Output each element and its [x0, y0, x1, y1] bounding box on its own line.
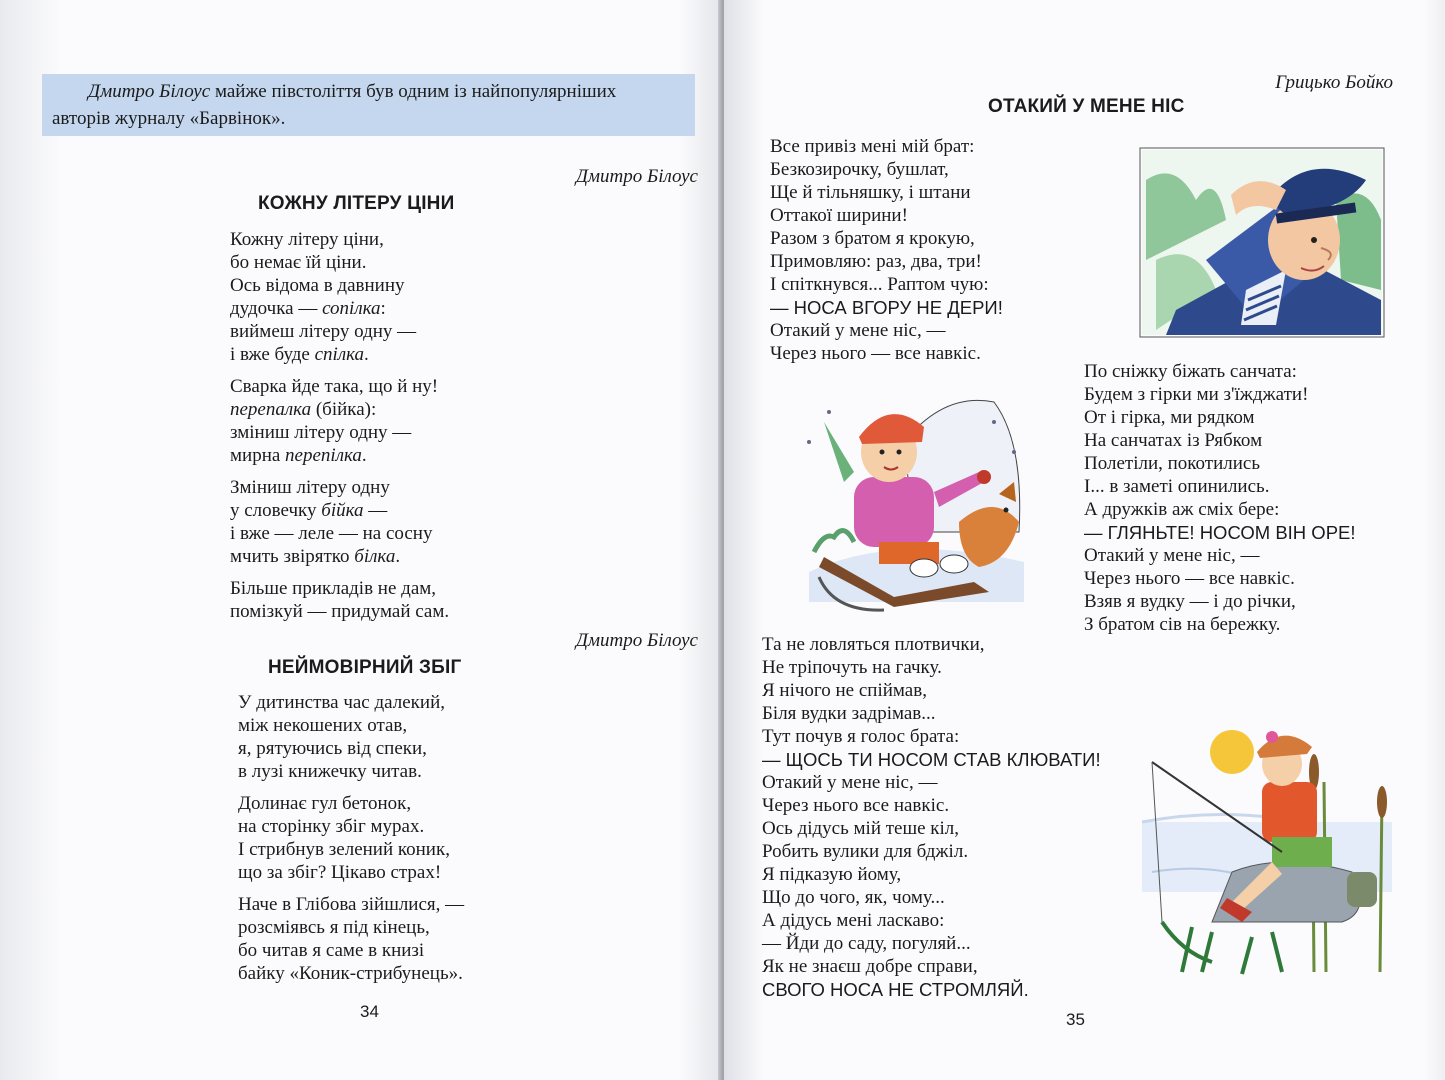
intro-author-name: Дмитро Білоус	[88, 81, 211, 102]
verse-line	[230, 499, 449, 522]
verse-line	[230, 398, 449, 421]
verse-line: І... в заметі опинились.	[1084, 476, 1270, 497]
verse-caps-line: — ГЛЯНЬТЕ! НОСОМ ВІН ОРЕ!	[1084, 522, 1356, 543]
right-page	[724, 0, 1445, 1080]
verse-text: —	[363, 500, 388, 521]
poem2-verse	[238, 691, 464, 994]
verse-text: .	[364, 344, 369, 365]
verse-line: По сніжку біжать санчата:	[1084, 361, 1297, 382]
verse-line: А дружків аж сміх бере:	[1084, 499, 1280, 520]
verse-line: Все привіз мені мій брат:	[770, 136, 975, 157]
verse-line: Сварка йде така, що й ну!	[230, 376, 439, 397]
verse-caps-line: — НОСА ВГОРУ НЕ ДЕРИ!	[770, 297, 1003, 318]
poem1-stanza-4	[230, 577, 449, 623]
verse-italic-word: сопілка	[322, 298, 381, 319]
verse-line: Примовляю: раз, два, три!	[770, 251, 982, 272]
verse-line: Зміниш літеру одну	[230, 477, 390, 498]
verse-line: бо читав я саме в книзі	[238, 940, 425, 961]
verse-line	[230, 545, 449, 568]
verse-text: дудочка —	[230, 298, 323, 319]
verse-line: між некошених отав,	[238, 715, 408, 736]
verse-line: Як не знаєш добре справи,	[762, 956, 978, 977]
sailor-boy-illustration	[1136, 140, 1388, 340]
verse-italic-word: спілка	[314, 344, 365, 365]
verse-line: З братом сів на бережку.	[1084, 614, 1281, 635]
poem2-stanza-3	[238, 893, 464, 985]
verse-line: на сторінку збіг мурах.	[238, 816, 425, 837]
verse-line: — Йди до саду, погуляй...	[762, 933, 971, 954]
poem2-title: НЕЙМОВІРНИЙ ЗБІГ	[268, 657, 462, 678]
poem1-stanza-3	[230, 476, 449, 568]
verse-line: помізкуй — придумай сам.	[230, 601, 450, 622]
verse-line: виймеш літеру одну —	[230, 321, 417, 342]
verse-line: Взяв я вудку — і до річки,	[1084, 591, 1296, 612]
poem2-author: Дмитро Білоус	[575, 630, 698, 651]
verse-text: і вже буде	[230, 344, 315, 365]
verse-line: Ось дідусь мій теше кіл,	[762, 818, 960, 839]
intro-box	[42, 74, 695, 136]
verse-italic-word: бійка	[321, 500, 364, 521]
verse-line: Отакий у мене ніс, —	[1084, 545, 1260, 566]
verse-text: .	[395, 546, 401, 567]
verse-line: Отакий у мене ніс, —	[770, 320, 946, 341]
poem3-block-2	[1084, 360, 1356, 636]
verse-text: мчить звірятко	[230, 546, 355, 567]
verse-line	[230, 444, 449, 467]
verse-text: :	[380, 298, 386, 319]
poem3-author: Грицько Бойко	[1275, 72, 1393, 93]
verse-line: Більше прикладів не дам,	[230, 578, 437, 599]
verse-line: От і гірка, ми рядком	[1084, 407, 1255, 428]
verse-line: Отакий у мене ніс, —	[762, 772, 938, 793]
verse-line: Ще й тільняшку, і штани	[770, 182, 971, 203]
verse-line: Біля вудки задрімав...	[762, 703, 936, 724]
left-page	[0, 0, 722, 1080]
verse-line: І спіткнувся... Раптом чую:	[770, 274, 989, 295]
verse-italic-word: перепалка	[230, 399, 312, 420]
verse-line: Я нічого не спіймав,	[762, 680, 927, 701]
verse-italic-word: білка	[354, 546, 396, 567]
verse-line: що за збіг? Цікаво страх!	[238, 862, 442, 883]
verse-line: Оттакої ширини!	[770, 205, 908, 226]
poem1-author: Дмитро Білоус	[575, 166, 698, 187]
verse-text: .	[361, 445, 367, 466]
poem2-stanza-1	[238, 691, 464, 783]
verse-line: Полетіли, покотились	[1084, 453, 1261, 474]
verse-line: Долинає гул бетонок,	[238, 793, 412, 814]
verse-line: Кожну літеру ціни,	[230, 229, 384, 250]
verse-line: Через нього — все навкіс.	[770, 343, 981, 364]
sled-boy-dog-illustration	[794, 382, 1030, 614]
verse-line: Разом з братом я крокую,	[770, 228, 975, 249]
verse-line: Безкозирочку, бушлат,	[770, 159, 949, 180]
page-number-right: 35	[1066, 1010, 1085, 1029]
verse-text: (бійка):	[311, 399, 377, 420]
intro-line-1	[52, 78, 685, 105]
verse-line: Наче в Глібова зійшлися, —	[238, 894, 465, 915]
verse-line: Та не ловляться плотвички,	[762, 634, 985, 655]
verse-line: А дідусь мені ласкаво:	[762, 910, 945, 931]
verse-line: Не тріпочуть на гачку.	[762, 657, 942, 678]
verse-line: Ось відома в давнину	[230, 275, 405, 296]
verse-line: розсміявсь я під кінець,	[238, 917, 430, 938]
verse-line: На санчатах із Рябком	[1084, 430, 1263, 451]
fishing-boy-illustration	[1142, 722, 1392, 978]
verse-line: бо немає їй ціни.	[230, 252, 367, 273]
verse-line: і вже — леле — на сосну	[230, 523, 433, 544]
verse-line	[230, 343, 449, 366]
verse-caps-line: СВОГО НОСА НЕ СТРОМЛЯЙ.	[762, 979, 1029, 1000]
verse-line: І стрибнув зелений коник,	[238, 839, 450, 860]
poem1-stanza-2	[230, 375, 449, 467]
page-number-left: 34	[360, 1002, 379, 1021]
verse-line: зміниш літеру одну —	[230, 422, 412, 443]
verse-line: У дитинства час далекий,	[238, 692, 445, 713]
poem3-title: ОТАКИЙ У МЕНЕ НІС	[988, 96, 1185, 117]
verse-italic-word: перепілка	[285, 445, 362, 466]
verse-caps-line: — ЩОСЬ ТИ НОСОМ СТАВ КЛЮВАТИ!	[762, 749, 1101, 770]
verse-line	[230, 297, 449, 320]
verse-line: Що до чого, як, чому...	[762, 887, 945, 908]
verse-line: я, рятуючись від спеки,	[238, 738, 427, 759]
verse-line: Тут почув я голос брата:	[762, 726, 960, 747]
verse-line: Робить вулики для бджіл.	[762, 841, 969, 862]
verse-line: Через нього — все навкіс.	[1084, 568, 1295, 589]
verse-text: мирна	[230, 445, 286, 466]
intro-text: майже півстоліття був одним із найпопулярніших	[214, 81, 617, 102]
verse-text: у словечку	[230, 500, 322, 521]
poem2-stanza-2	[238, 792, 464, 884]
verse-line: Через нього все навкіс.	[762, 795, 950, 816]
intro-line-2: авторів журналу «Барвінок».	[52, 108, 286, 129]
verse-line: Я підказую йому,	[762, 864, 902, 885]
verse-line: Будем з гірки ми з'їжджати!	[1084, 384, 1309, 405]
verse-line: в лузі книжечку читав.	[238, 761, 422, 782]
poem1-stanza-1	[230, 228, 449, 366]
poem3-block-3	[762, 633, 1101, 1001]
poem1-title: КОЖНУ ЛІТЕРУ ЦІНИ	[258, 193, 455, 214]
poem3-block-1	[770, 135, 1003, 365]
verse-line: байку «Коник-стрибунець».	[238, 963, 463, 984]
poem1-verse	[230, 228, 449, 632]
